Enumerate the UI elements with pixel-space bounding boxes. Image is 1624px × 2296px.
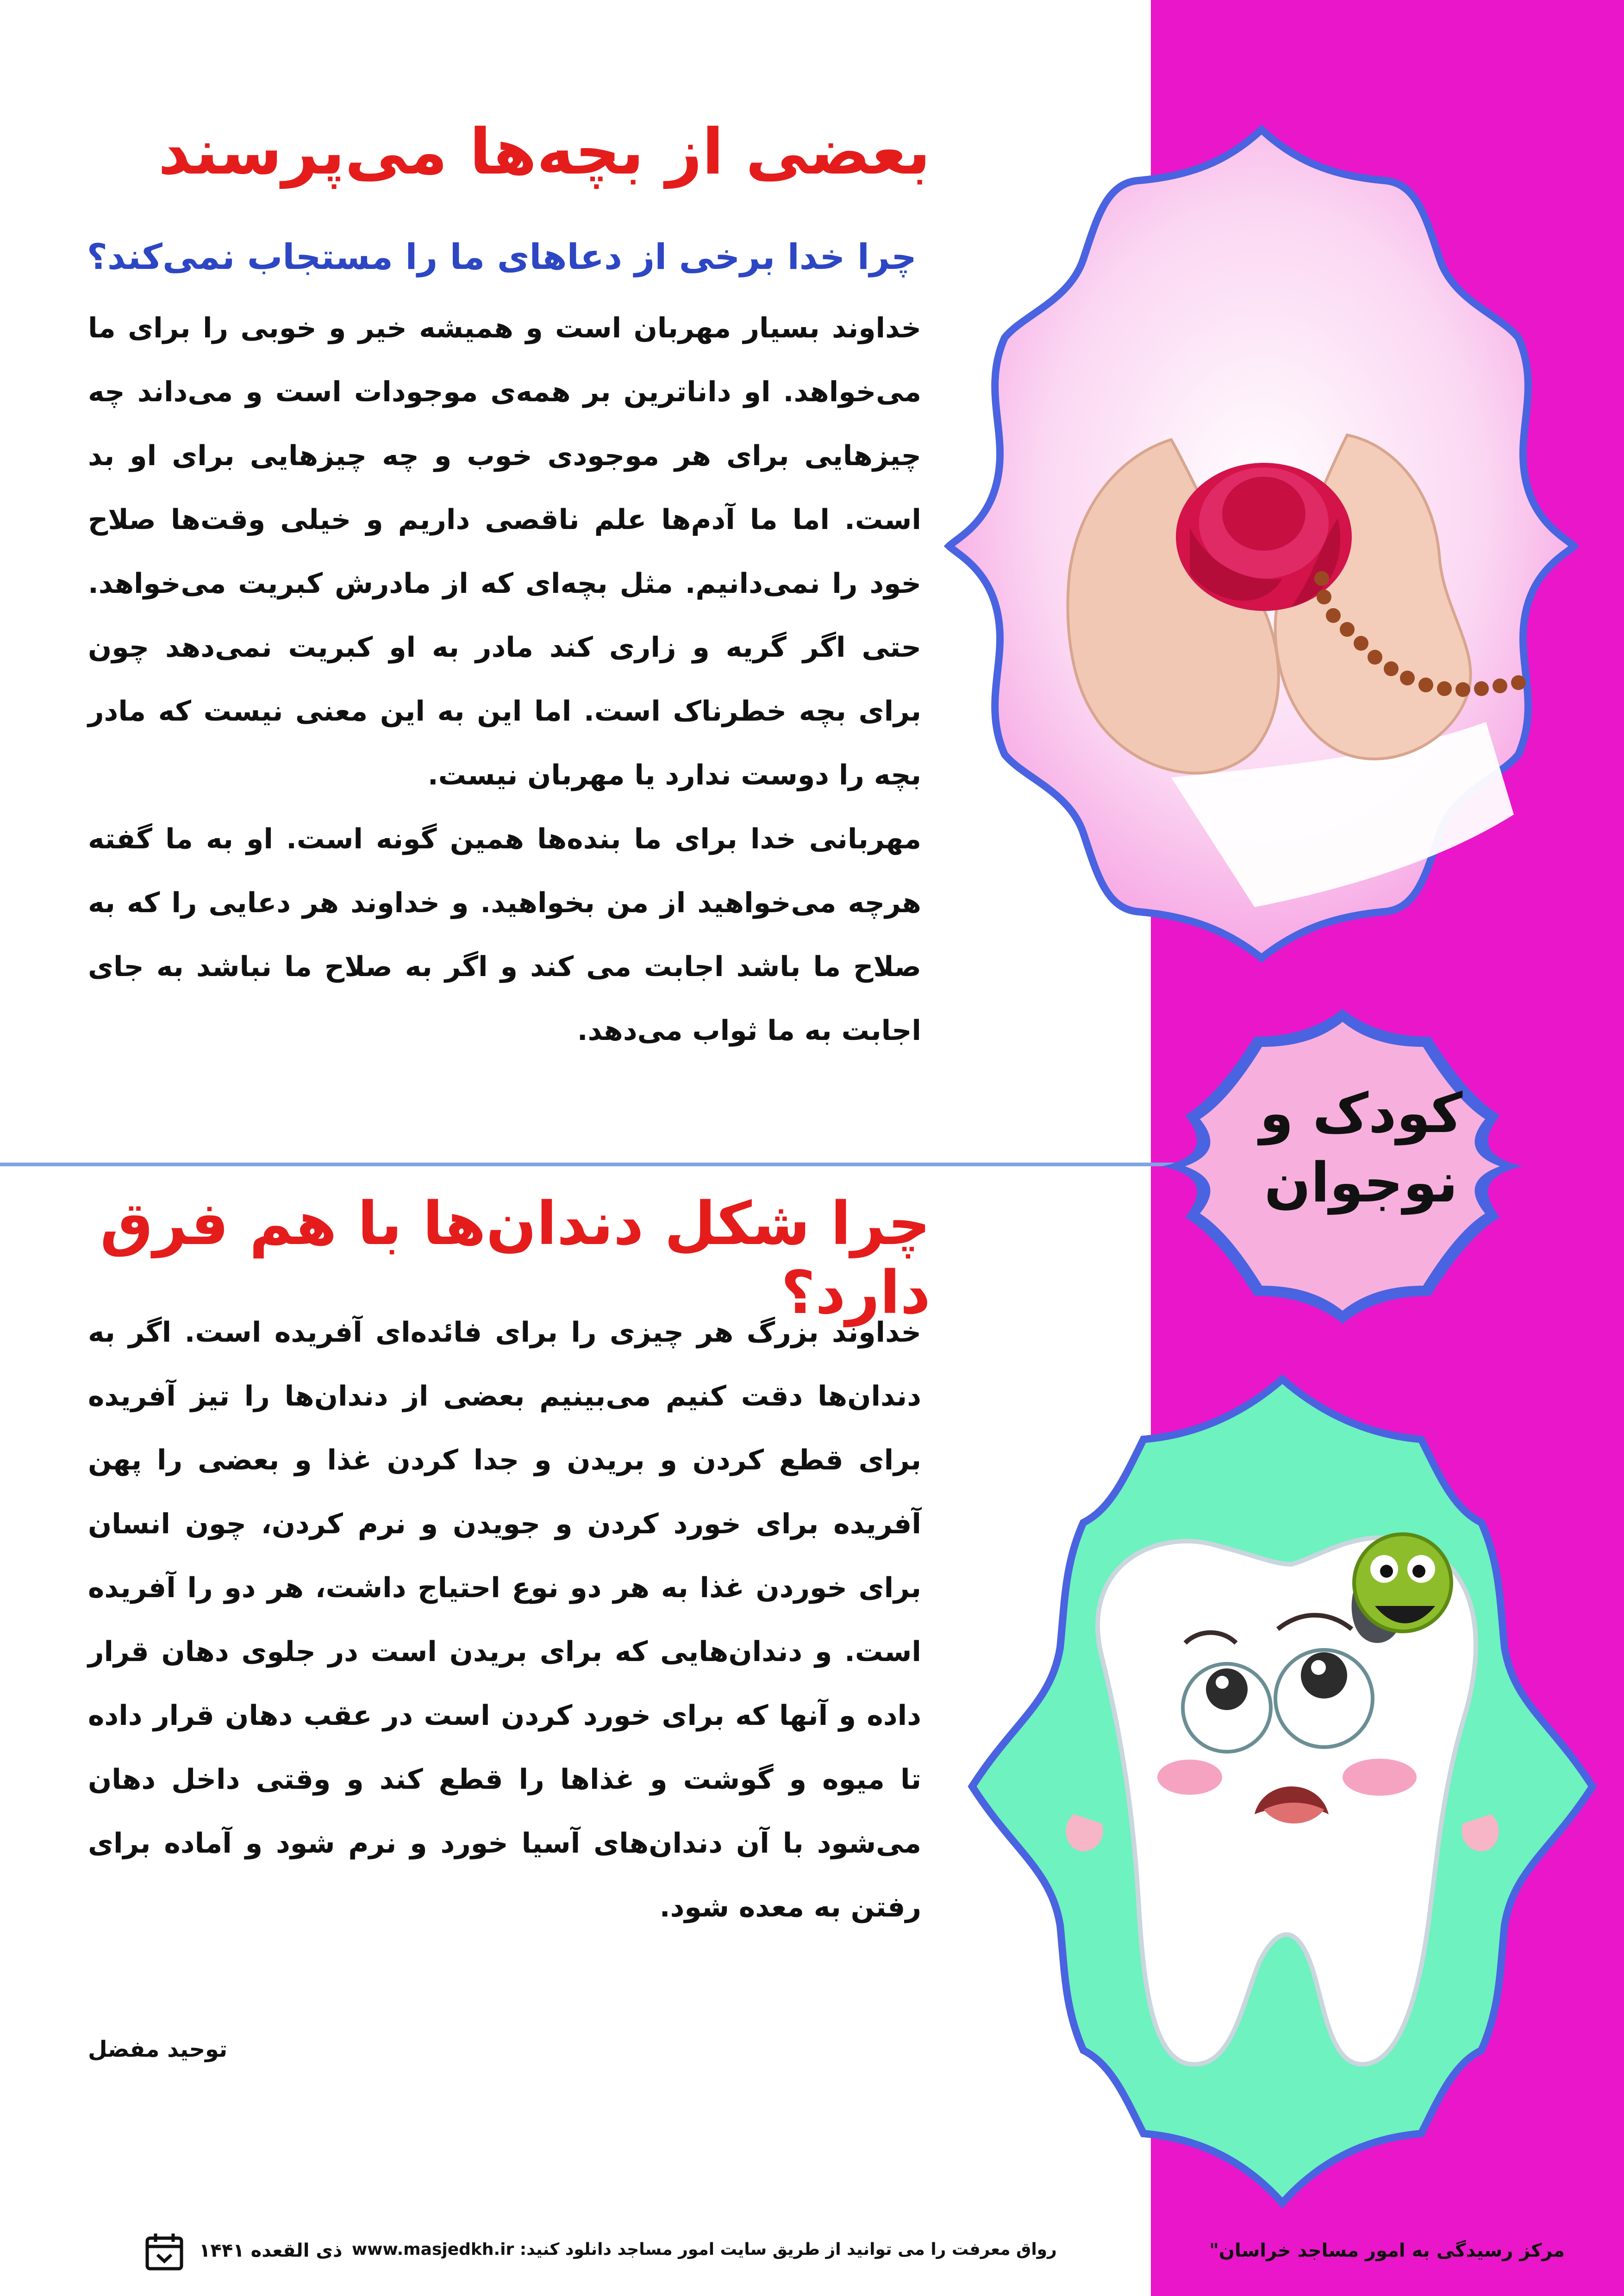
category-badge [1231,1078,1491,1254]
badge-line-1: کودک و [1259,1081,1463,1145]
rose-icon [1176,463,1352,611]
section-divider [0,1163,1185,1166]
hands-rose-frame [931,120,1593,967]
section1-body [88,296,921,1063]
footer-download-note [352,2240,1057,2282]
badge-line-2: نوجوان [1264,1151,1458,1214]
footer-date: ذی القعده ۱۴۴۱ [199,2240,343,2261]
footer-organization: مرکز رسیدگی به امور مساجد خراسان" [1209,2240,1565,2261]
footer-note: رواق معرفت را می توانید از طریق سایت امور مساجد دانلود کنید: [519,2240,1057,2259]
section1-title: بعضی از بچه‌ها می‌پرسند [158,116,931,189]
section2-title: چرا شکل دندان‌ها با هم فرق دارد؟ [100,1189,931,1327]
section1-paragraph-2: مهربانی خدا برای ما بنده‌ها همین گونه است. او به ما گفته هرچه می‌خواهید از من بخواهید. و خداوند هر دعایی را که به صلاح ما باشد اجابت می کند و اگر به صلاح ما نباشد به جای اجابت به ما ثواب می‌دهد. [88,823,921,1047]
tooth-frame [958,1370,1606,2212]
calendar-icon [144,2231,185,2272]
germ-icon [1354,1534,1451,1631]
author-credit: توحید مفضل [88,2036,228,2062]
section2-body: خداوند بزرگ هر چیزی را برای فائده‌ای آفریده است. اگر به دندان‌ها دقت کنیم می‌بینیم بعضی از دندان‌ها را تیز آفریده برای قطع کردن و بریدن و جدا کردن غذا و بعضی را پهن آفریده برای خورد کردن و جویدن و نرم کردن، چون انسان برای خوردن غذا به هر دو نوع احتیاج داشت، هر دو را آفریده است. و دندان‌هایی که برای بریدن است در جلوی دهان قرار داده و آنها که برای خورد کردن است در عقب دهان قرار داده تا میوه و گوشت و غذاها را قطع کند و وقتی داخل دهان می‌شود با آن دندان‌های آسیا خورد و نرم شود و آماده برای رفتن به معده شود. [88,1316,921,1923]
section1-question: چرا خدا برخی از دعاهای ما را مستجاب نمی‌کند؟ [87,236,917,277]
footer-url[interactable]: www.masjedkh.ir [352,2240,514,2259]
section1-paragraph-1: خداوند بسیار مهربان است و همیشه خیر و خوبی را برای ما می‌خواهد. او داناترین بر همه‌ی موجودات است و می‌داند چه چیزهایی برای هر موجودی خوب و چه چیزهایی برای او بد است. اما ما آدم‌ها علم ناقصی داریم و خیلی وقت‌ها صلاح خود را نمی‌دانیم. مثل بچه‌ای که از مادرش کبریت می‌خواهد. حتی اگر گریه و زاری کند مادر به او کبریت نمی‌دهد چون برای بچه خطرناک است. اما این به این معنی نیست که مادر بچه را دوست ندارد یا مهربان نیست. [88,312,921,791]
